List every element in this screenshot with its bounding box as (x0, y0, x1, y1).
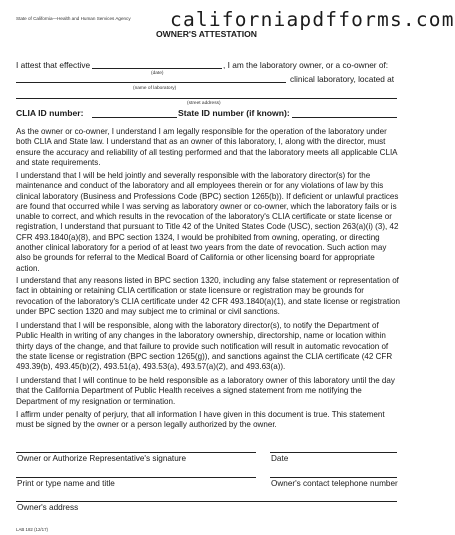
date-caption: (date) (151, 71, 164, 76)
address-label: Owner's address (17, 503, 79, 512)
street-address-field[interactable] (16, 92, 397, 99)
phone-field[interactable] (270, 477, 397, 478)
signature-label: Owner or Authorize Representative's signature (17, 454, 187, 463)
effective-date-field[interactable] (92, 60, 222, 69)
clia-id-field[interactable] (92, 108, 177, 118)
clia-id-label: CLIA ID number: (16, 108, 84, 118)
phone-label: Owner's contact telephone number (271, 479, 398, 488)
lab-name-caption: (name of laboratory) (133, 86, 177, 91)
name-title-field[interactable] (16, 477, 256, 478)
agency-name: State of California—Health and Human Services Agency (16, 16, 131, 21)
date-label: Date (271, 454, 289, 463)
name-title-label: Print or type name and title (17, 479, 115, 488)
form-number: LAB 182 (12/17) (16, 527, 48, 532)
document-title: OWNER'S ATTESTATION (155, 29, 258, 39)
watermark: californiapdfforms.com (170, 8, 455, 31)
lab-suffix: clinical laboratory, located at (290, 74, 395, 84)
paragraph-notification: I understand that I will be responsible, along with the laboratory director(s), to notify the Department of Public Health in writing of any changes in the laboratory ownership, directorship, name or location within thirty days of the change, and that failure to provide such notification will result in automatic revocation of the state license or registration (BPC section 1265(g)), and sanctions against the CLIA certificate (42 CFR 493.39(b), 493.45(b)(2), 493.51(a), 493.53(a), 493.57(a)(2), and 493.63(a)). (16, 321, 393, 372)
attest-mid: , I am the laboratory owner, or a co-owner of: (223, 60, 389, 70)
paragraph-responsibility: As the owner or co-owner, I understand I am legally responsible for the operation of the laboratory under both CLIA and State law. I understand that as an owner of this laboratory, I, along with the director, must ensure the accuracy and reliability of all testing performed and that the laboratory meets all applicable CLIA and state requirements. (16, 127, 398, 167)
address-field[interactable] (16, 501, 397, 502)
signature-field[interactable] (16, 452, 256, 453)
state-id-field[interactable] (292, 108, 397, 118)
street-caption: (street address) (187, 101, 221, 106)
attest-prefix: I attest that effective (16, 60, 91, 70)
paragraph-joint-liability: I understand that I will be held jointly and severally responsible with the laboratory director(s) for the maintenance and conduct of the laboratory and all employees therein or for any violations of law by this clinical laboratory (Business and Professions Code (BPC) section 1265(b)). If deficient or unlawful practices are found that occurred while I was serving as laboratory owner or co-owner, which the laboratory fails or is unable to correct, and which results in the revocation of the laboratory's CLIA certificate or state license or registration, I understand that pursuant to Title 42 of the United States Code (USC), section 263(a)(i) (3), 42 CFR 493.1840(a)(8), and BPC section 1324, I would be prohibited from owning, operating, or directing another clinical laboratory for a period of at least two years from the date of revocation. Such action may also be grounds for referral to the Medical Board of California or other licensing board for appropriate action. (16, 171, 399, 273)
state-id-label: State ID number (if known): (178, 108, 290, 118)
date-field[interactable] (270, 452, 397, 453)
laboratory-name-field[interactable] (16, 74, 286, 83)
paragraph-continued-responsibility: I understand that I will continue to be held responsible as a laboratory owner of this laboratory until the day that the California Department of Public Health receives a signed statement from me notifying the Department of my resignation or termination. (16, 376, 395, 406)
paragraph-affirmation: I affirm under penalty of perjury, that all information I have given in this document is true. This statement must be signed by the owner or a person legally authorized by the owner. (16, 410, 385, 430)
paragraph-revocation-grounds: I understand that any reasons listed in BPC section 1320, including any false statement or representation of fact in obtaining or retaining CLIA certification or state licensure or registration may be grounds for revocation of the laboratory's CLIA certificate under 42 CFR 493.1840(a)(1), and state license or registration under BPC section 1320 and may subject me to criminal or civil sanctions. (16, 276, 400, 316)
